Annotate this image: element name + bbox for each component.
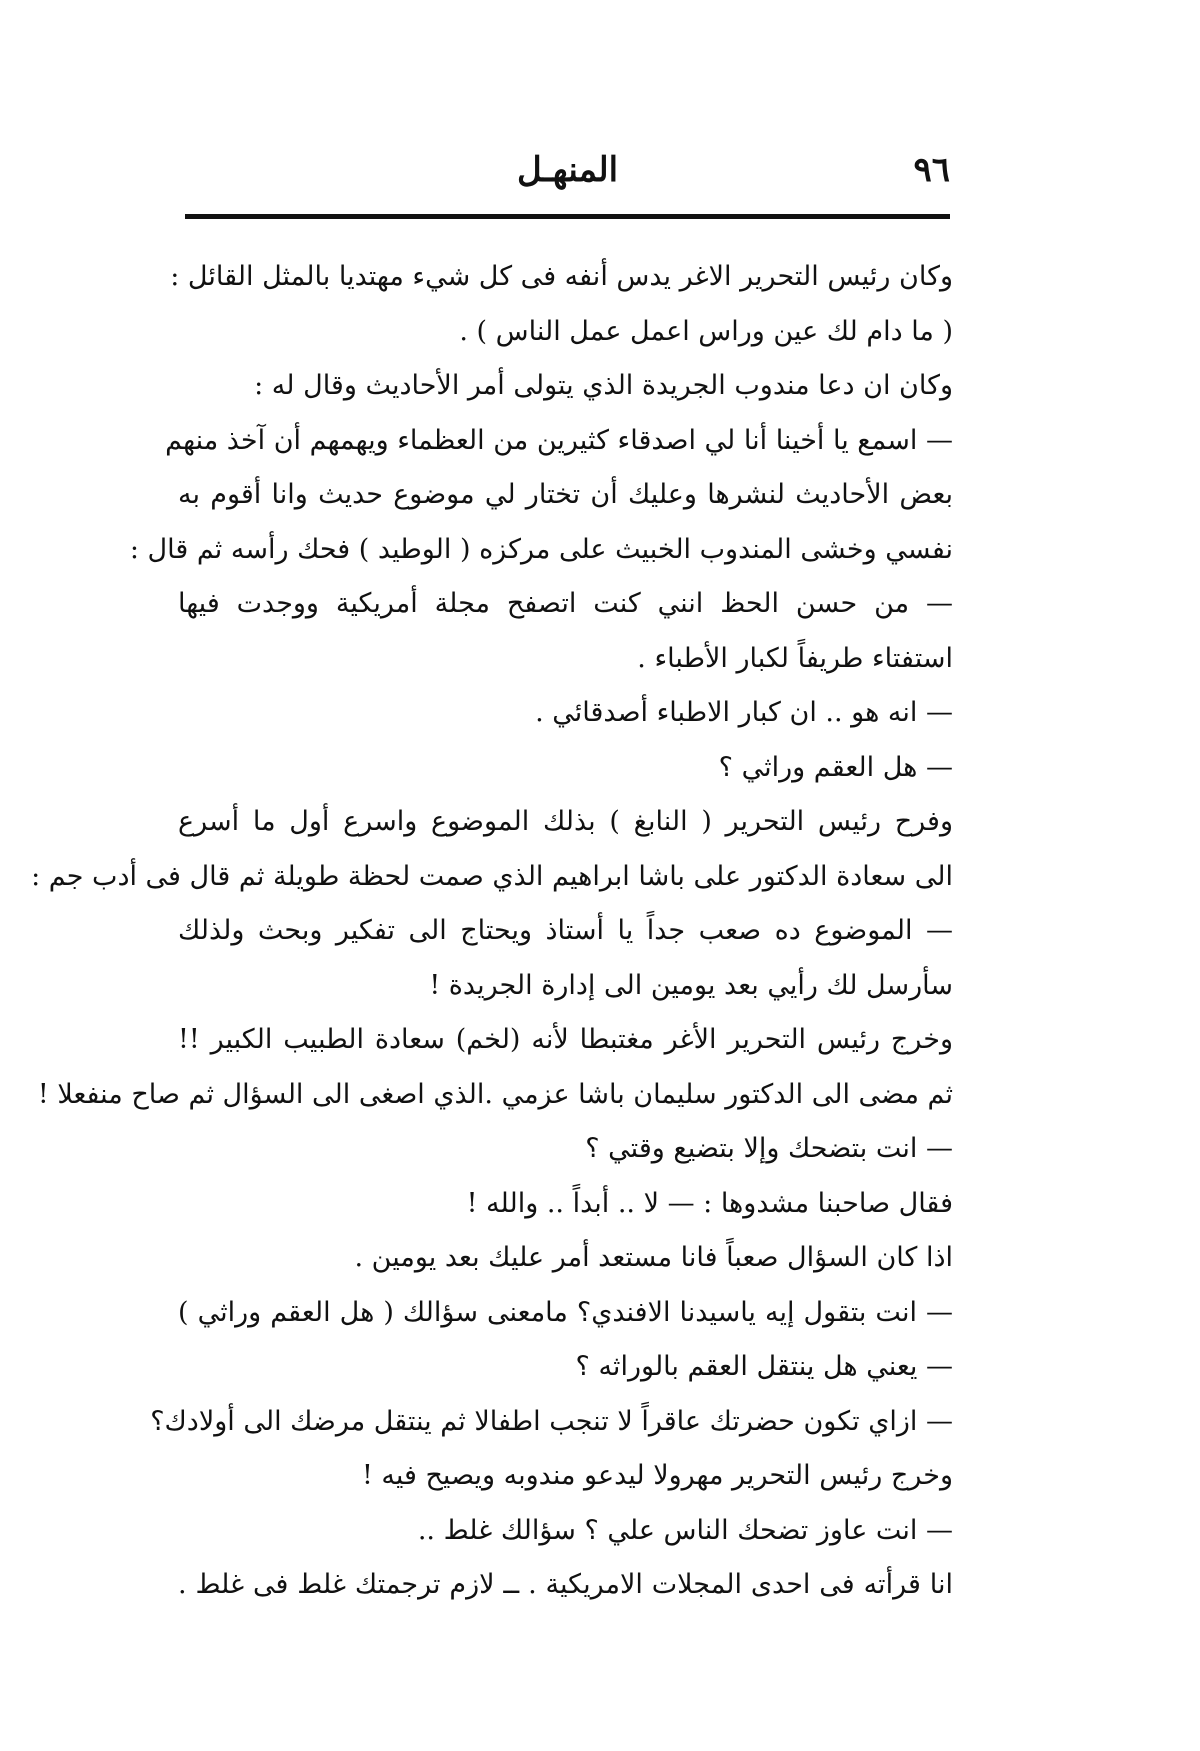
- text-line: — انه هو .. ان كبار الاطباء أصدقائي .: [535, 697, 953, 728]
- text-line: بعض الأحاديث لنشرها وعليك أن تختار لي موضوع حديث وانا أقوم به: [178, 479, 953, 510]
- text-line: سأرسل لك رأيي بعد يومين الى إدارة الجريدة !: [429, 969, 953, 1001]
- text-line: وفرح رئيس التحرير ( النابغ ) بذلك الموضوع واسرع أول ما أسرع: [178, 806, 953, 837]
- text-line: — ازاي تكون حضرتك عاقراً لا تنجب اطفالا ثم ينتقل مرضك الى أولادك؟: [150, 1405, 953, 1437]
- text-line: وخرج رئيس التحرير مهرولا ليدعو مندوبه ويصيح فيه !: [361, 1460, 953, 1491]
- running-title: المنهـل: [516, 150, 619, 190]
- text-line: فقال صاحبنا مشدوها : — لا .. أبداً .. والله !: [466, 1187, 953, 1219]
- text-line: انا قرأته فى احدى المجلات الامريكية . ــ لازم ترجمتك غلط فى غلط .: [178, 1569, 953, 1600]
- text-line: — انت بتضحك وإلا بتضيع وقتي ؟: [585, 1133, 953, 1164]
- text-line: — يعني هل ينتقل العقم بالوراثه ؟: [575, 1351, 953, 1382]
- text-line: ( ما دام لك عين وراس اعمل عمل الناس ) .: [459, 315, 953, 347]
- page-number: ٩٦: [913, 150, 950, 190]
- text-line: — من حسن الحظ انني كنت اتصفح مجلة أمريكية ووجدت فيها: [178, 588, 953, 619]
- text-line: نفسي وخشى المندوب الخبيث على مركزه ( الوطيد ) فحك رأسه ثم قال :: [129, 533, 953, 565]
- text-line: وكان رئيس التحرير الاغر يدس أنفه فى كل شيء مهتديا بالمثل القائل :: [170, 261, 953, 292]
- text-line: اذا كان السؤال صعباً فانا مستعد أمر عليك بعد يومين .: [354, 1242, 953, 1273]
- text-line: استفتاء طريفاً لكبار الأطباء .: [637, 642, 953, 674]
- body-text: [31, 250, 953, 1613]
- text-line: — الموضوع ده صعب جداً يا أستاذ ويحتاج الى تفكير وبحث ولذلك: [178, 915, 953, 946]
- text-line: وكان ان دعا مندوب الجريدة الذي يتولى أمر الأحاديث وقال له :: [254, 370, 953, 401]
- text-line: — اسمع يا أخينا أنا لي اصدقاء كثيرين من العظماء ويهمهم أن آخذ منهم: [165, 424, 953, 456]
- header-rule: [185, 214, 950, 219]
- text-line: — انت بتقول إيه ياسيدنا الافندي؟ مامعنى سؤالك ( هل العقم وراثي ): [178, 1296, 953, 1328]
- text-line: وخرج رئيس التحرير الأغر مغتبطا لأنه (لخم) سعادة الطبيب الكبير !!: [178, 1024, 953, 1055]
- text-line: — هل العقم وراثي ؟: [718, 751, 953, 783]
- text-line: الى سعادة الدكتور على باشا ابراهيم الذي صمت لحظة طويلة ثم قال فى أدب جم :: [31, 860, 953, 892]
- page-header: [185, 150, 950, 210]
- text-line: ثم مضى الى الدكتور سليمان باشا عزمي .الذي اصغى الى السؤال ثم صاح منفعلا !: [37, 1078, 953, 1110]
- text-line: — انت عاوز تضحك الناس علي ؟ سؤالك غلط ..: [417, 1514, 953, 1546]
